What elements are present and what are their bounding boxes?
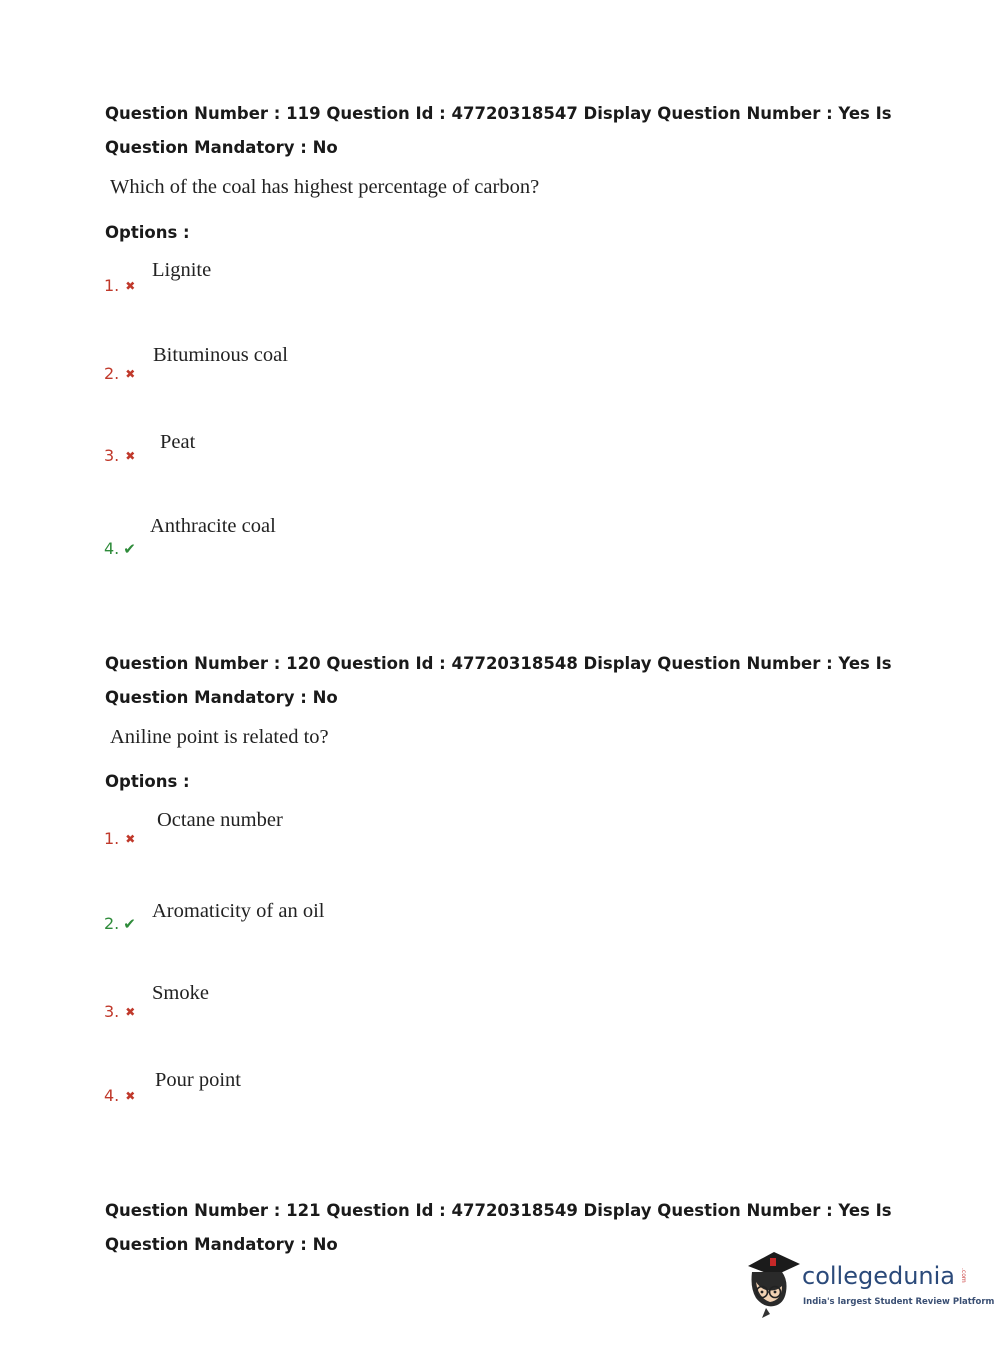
option-number: 4. ✔ (104, 539, 136, 558)
option-number: 3. ✖ (104, 1002, 136, 1021)
option-text: Smoke (152, 982, 209, 1004)
question-header: Question Number : 120 Question Id : 47720318548 Display Question Number : Yes Is Question Mandatory : No (105, 654, 892, 707)
option-number: 3. ✖ (104, 446, 136, 465)
option-text: Octane number (157, 809, 283, 831)
logo-wordmark: collegedunia (802, 1262, 956, 1290)
logo-tagline: India's largest Student Review Platform (803, 1297, 995, 1307)
option-number: 1. ✖ (104, 276, 136, 295)
collegedunia-logo (740, 1248, 995, 1320)
cross-icon: ✖ (125, 449, 136, 463)
cross-icon: ✖ (125, 832, 136, 846)
cross-icon: ✖ (125, 1089, 136, 1103)
question-header: Question Number : 121 Question Id : 47720318549 Display Question Number : Yes Is Question Mandatory : No (105, 1201, 892, 1254)
logo-suffix: .com (960, 1268, 967, 1283)
option-number: 4. ✖ (104, 1086, 136, 1105)
check-icon: ✔ (123, 915, 136, 933)
option-number: 2. ✔ (104, 914, 136, 933)
option-number: 1. ✖ (104, 829, 136, 848)
question-header: Question Number : 119 Question Id : 47720318547 Display Question Number : Yes Is Question Mandatory : No (105, 104, 892, 157)
option-text: Lignite (152, 259, 212, 281)
option-text: Pour point (155, 1069, 241, 1091)
question-text: Aniline point is related to? (110, 726, 329, 748)
option-number: 2. ✖ (104, 364, 136, 383)
cross-icon: ✖ (125, 367, 136, 381)
check-icon: ✔ (123, 540, 136, 558)
cross-icon: ✖ (125, 279, 136, 293)
question-text: Which of the coal has highest percentage of carbon? (110, 176, 540, 198)
options-label: Options : (105, 223, 190, 242)
option-text: Aromaticity of an oil (152, 900, 325, 922)
option-text: Anthracite coal (150, 515, 276, 537)
options-label: Options : (105, 772, 190, 791)
cross-icon: ✖ (125, 1005, 136, 1019)
option-text: Bituminous coal (153, 344, 288, 366)
mascot-icon (740, 1248, 802, 1320)
option-text: Peat (160, 431, 196, 453)
